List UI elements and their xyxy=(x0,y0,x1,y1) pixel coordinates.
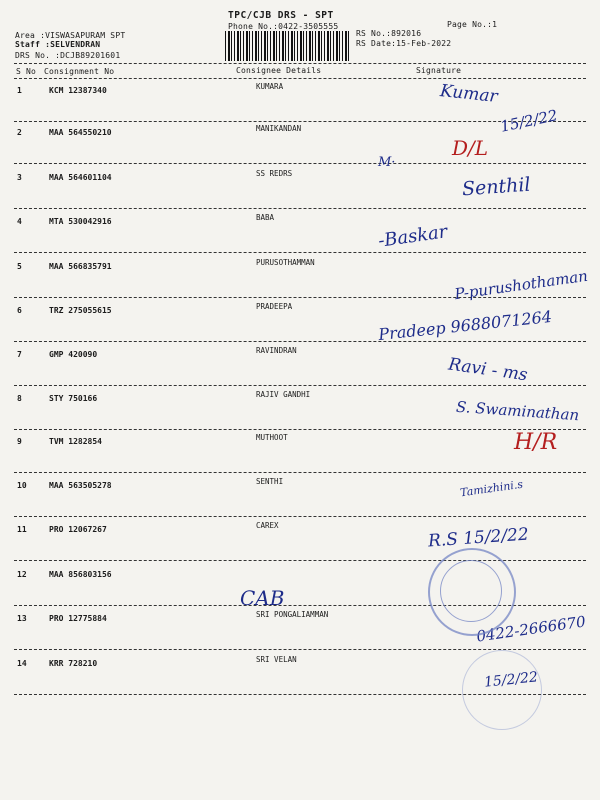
row-consignee: BABA xyxy=(256,213,275,222)
row-consignee: KUMARA xyxy=(256,82,284,91)
phone-number: Phone No.:0422-3505555 xyxy=(228,22,339,31)
row-sno: 9 xyxy=(17,437,22,446)
row-consignment: MAA 564601104 xyxy=(49,173,112,182)
row-consignee: SRI VELAN xyxy=(256,655,297,664)
row-divider xyxy=(14,516,586,517)
row-consignee: RAJIV GANDHI xyxy=(256,390,311,399)
row-consignee: SRI PONGALIAMMAN xyxy=(256,610,329,619)
signature-4: -Baskar xyxy=(376,221,449,252)
row-consignment: KRR 728210 xyxy=(49,659,98,668)
row-divider xyxy=(14,297,586,298)
row-divider xyxy=(14,429,586,430)
area-label: Area :VISWASAPURAM SPT xyxy=(15,31,126,40)
col-consignment: Consignment No xyxy=(44,67,115,76)
signature-11-name: Tamizhini.s xyxy=(459,477,524,500)
row-consignment: MAA 563505278 xyxy=(49,481,112,490)
row-divider xyxy=(14,208,586,209)
row-consignment: STY 750166 xyxy=(49,394,98,403)
sheet-title: TPC/CJB DRS - SPT xyxy=(228,10,334,21)
table-row xyxy=(0,433,600,483)
col-signature: Signature xyxy=(416,66,462,75)
signature-3: Senthil xyxy=(461,173,532,201)
row-consignee: SS REDRS xyxy=(256,169,293,178)
row-sno: 11 xyxy=(17,525,27,534)
row-divider xyxy=(14,341,586,342)
row-consignment: MAA 856803156 xyxy=(49,570,112,579)
row-consignee: RAVINDRAN xyxy=(256,346,297,355)
signature-5: P-purushothaman xyxy=(453,266,589,304)
drs-number: DRS No. :DCJB89201601 xyxy=(15,51,121,60)
row-consignee: PRADEEPA xyxy=(256,302,293,311)
row-sno: 5 xyxy=(17,262,22,271)
row-sno: 3 xyxy=(17,173,22,182)
rs-number: RS No.:892016 xyxy=(356,29,422,38)
bank-stamp xyxy=(428,548,516,636)
col-consignee: Consignee Details xyxy=(236,66,322,75)
row-sno: 7 xyxy=(17,350,22,359)
signature-7: Ravi - ms xyxy=(446,354,529,386)
row-consignee: MUTHOOT xyxy=(256,433,288,442)
table-row xyxy=(0,124,600,174)
signature-2: D/L xyxy=(452,136,489,160)
signature-1-date: 15/2/22 xyxy=(498,106,560,136)
row-sno: 10 xyxy=(17,481,27,490)
row-consignee: SENTHI xyxy=(256,477,284,486)
row-sno: 14 xyxy=(17,659,27,668)
row-consignment: MAA 566835791 xyxy=(49,262,112,271)
row-sno: 13 xyxy=(17,614,27,623)
col-sno: S No xyxy=(16,67,37,76)
signature-13-phone: 0422-2666670 xyxy=(475,612,587,646)
row-consignment: KCM 12387340 xyxy=(49,86,107,95)
row-consignee: MANIKANDAN xyxy=(256,124,302,133)
faint-stamp xyxy=(462,650,542,730)
signature-11: R.S 15/2/22 xyxy=(427,524,530,552)
signature-6: Pradeep 9688071264 xyxy=(377,306,553,345)
row-consignment: PRO 12067267 xyxy=(49,525,107,534)
signature-1: Kumar xyxy=(439,81,499,107)
row-consignment: GMP 420090 xyxy=(49,350,98,359)
row-sno: 2 xyxy=(17,128,22,137)
signature-9: H/R xyxy=(514,430,558,455)
row-divider xyxy=(14,472,586,473)
row-sno: 4 xyxy=(17,217,22,226)
row-sno: 1 xyxy=(17,86,22,95)
barcode xyxy=(225,31,350,61)
row-sno: 6 xyxy=(17,306,22,315)
row-divider xyxy=(14,385,586,386)
row-sno: 12 xyxy=(17,570,27,579)
signature-13-initials: CAB xyxy=(240,586,285,610)
row-consignment: TRZ 275055615 xyxy=(49,306,112,315)
row-consignment: MAA 564550210 xyxy=(49,128,112,137)
table-row xyxy=(0,213,600,263)
row-consignment: PRO 12775884 xyxy=(49,614,107,623)
header-divider xyxy=(14,63,586,64)
signature-8: S. Swaminathan xyxy=(455,397,580,425)
row-sno: 8 xyxy=(17,394,22,403)
row-consignment: MTA 530042916 xyxy=(49,217,112,226)
row-divider xyxy=(14,163,586,164)
signature-14: 15/2/22 xyxy=(483,669,539,691)
row-divider xyxy=(14,252,586,253)
row-consignee: CAREX xyxy=(256,521,279,530)
row-consignment: TVM 1282854 xyxy=(49,437,102,446)
columns-divider xyxy=(14,78,586,79)
page-number: Page No.:1 xyxy=(447,20,498,29)
signature-3-mark: M· xyxy=(378,155,396,170)
staff-label: Staff :SELVENDRAN xyxy=(15,40,101,49)
row-consignee: PURUSOTHAMMAN xyxy=(256,258,315,267)
rs-date: RS Date:15-Feb-2022 xyxy=(356,39,452,48)
